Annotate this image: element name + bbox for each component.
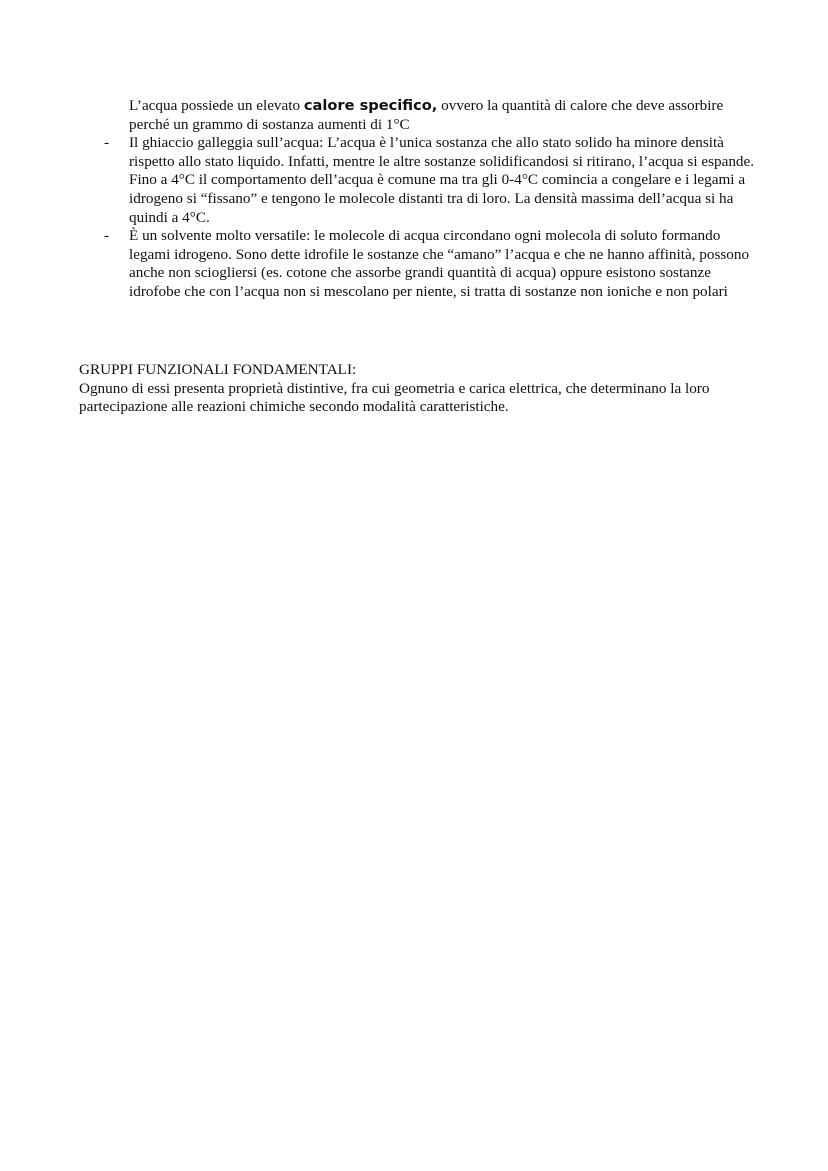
list-bullet-dash: - [104,134,110,152]
list-item [102,227,762,301]
section-paragraph: Ognuno di essi presenta proprietà distintive, fra cui geometria e carica elettrica, che determinano la loro partecipazione alle reazioni chimiche secondo modalità caratteristiche. [79,379,710,416]
list-item-text-solvent: È un solvente molto versatile: le molecole di acqua circondano ogni molecola di soluto formando legami idrogeno. Sono dette idrofile le sostanze che “amano” l’acqua e che ne hanno affinità, possono anche non sciogliersi (es. cotone che assorbe grandi quantità di acqua) oppure esistono sostanze idrofobe che con l’acqua non si mescolano per niente, si tratta di sostanze non ioniche e non polari [129,227,750,300]
list-item [102,134,762,227]
intro-text-before: L’acqua possiede un elevato [129,97,304,114]
intro-paragraph [129,97,762,134]
functional-groups-section [79,361,769,417]
list-bullet-dash: - [104,227,110,245]
intro-paragraph-row [102,97,762,134]
intro-text-after: ovvero la quantità di calore che deve assorbire perché un grammo di sostanza aumenti di 1°C [129,97,724,133]
list-item-text-ice-floats: Il ghiaccio galleggia sull’acqua: L’acqua è l’unica sostanza che allo stato solido ha minore densità rispetto allo stato liquido. Infatti, mentre le altre sostanze solidificandosi si ritirano, l’acqua si espande. Fino a 4°C il comportamento dell’acqua è comune ma tra gli 0-4°C comincia a congelare e i legami a idrogeno si “fissano” e tengono le molecole distanti tra di loro. La densità massima dell’acqua si ha quindi a 4°C. [129,134,755,226]
water-properties-list [102,97,762,302]
section-heading: GRUPPI FUNZIONALI FONDAMENTALI: [79,361,357,378]
specific-heat-term: calore specifico, [303,97,438,114]
